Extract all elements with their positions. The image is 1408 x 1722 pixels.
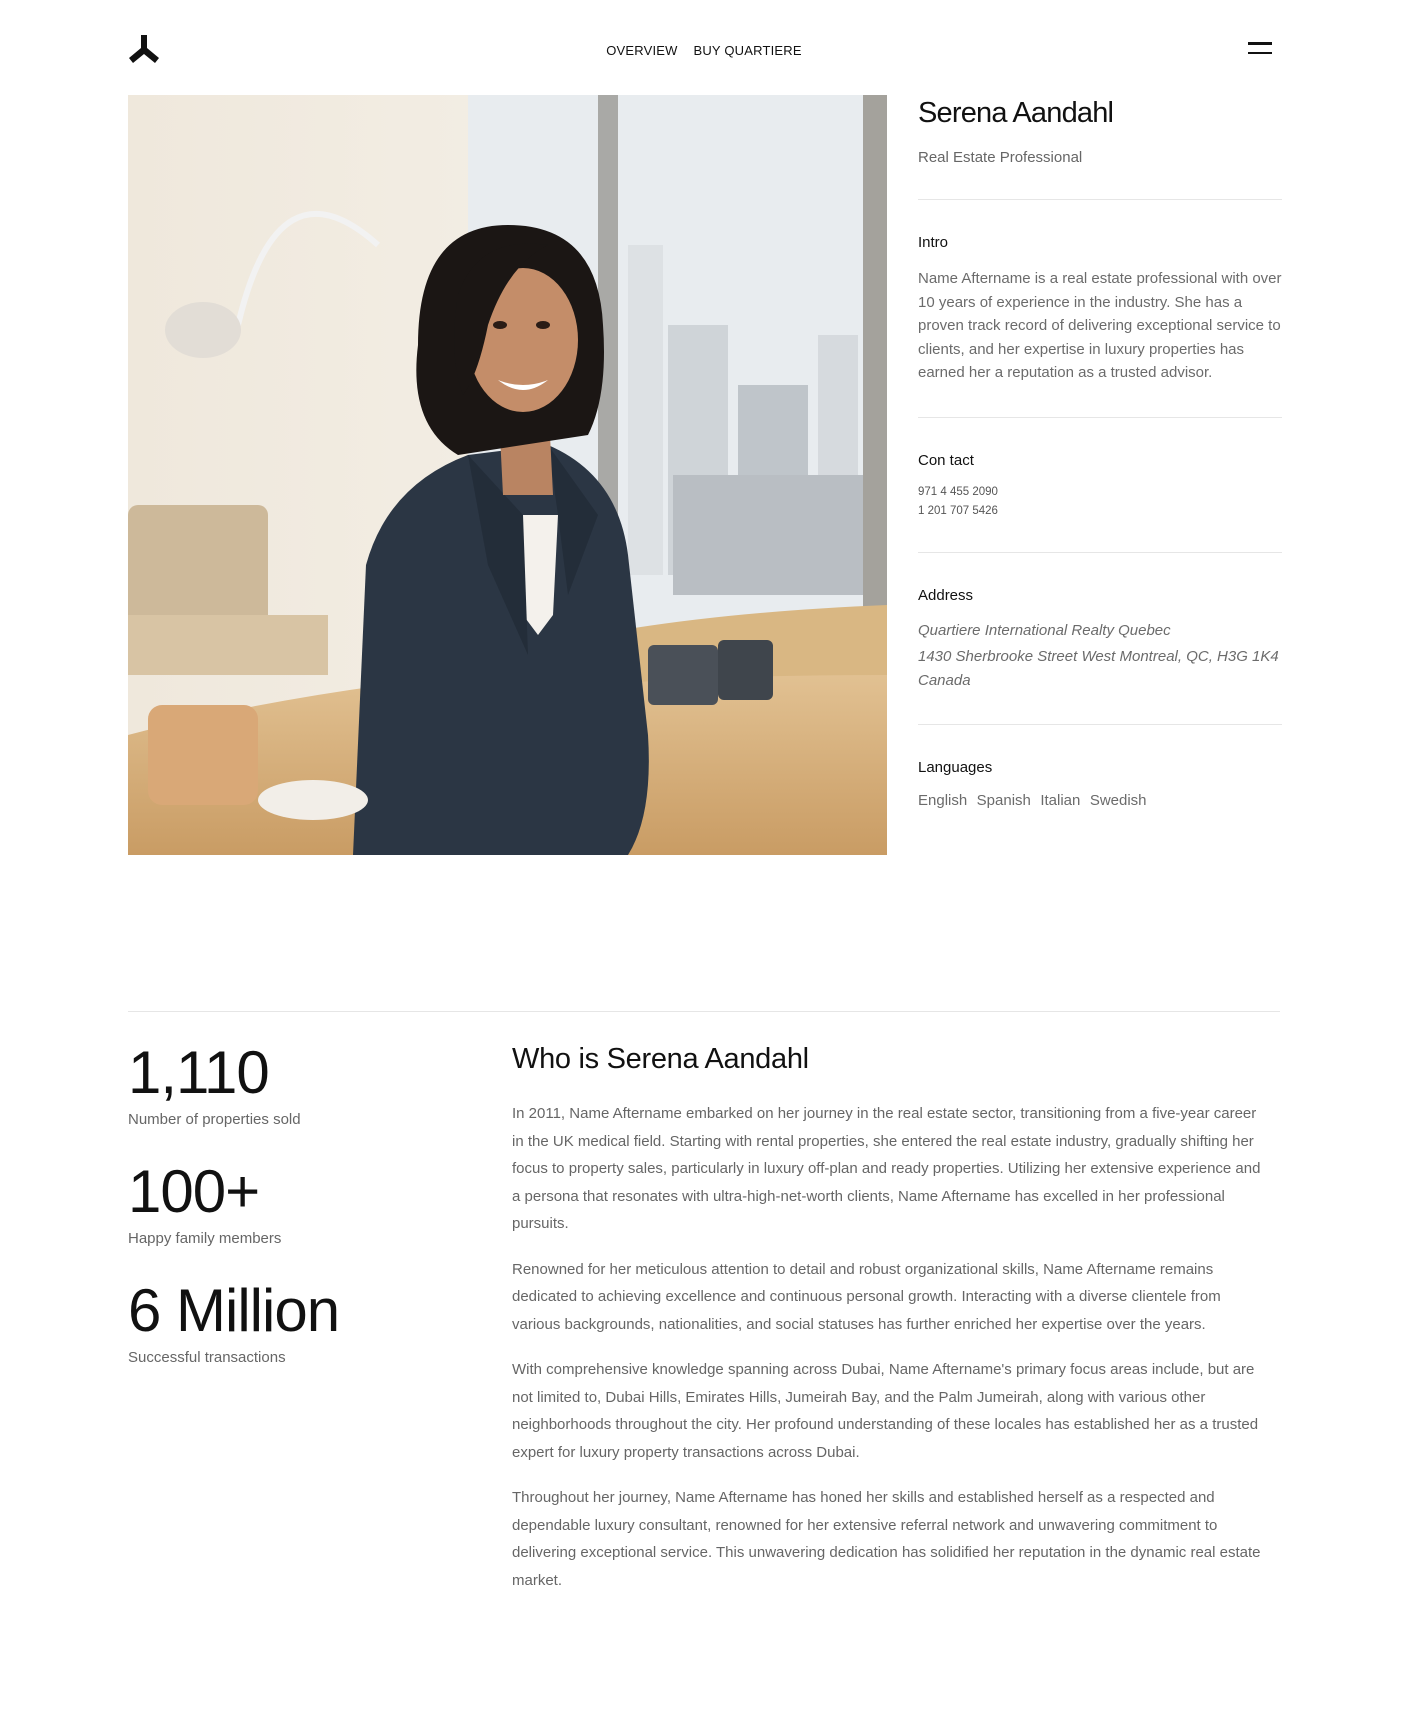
stat-label: Successful transactions xyxy=(128,1349,286,1366)
nav-overview[interactable]: OVERVIEW xyxy=(606,43,678,58)
bio-paragraph: In 2011, Name Aftername embarked on her journey in the real estate sector, transitioning from a five-year career in the UK medical field. Starting with rental properties, she entered the real estate industry, gradually shifting her focus to property sales, particularly in luxury off-plan and ready properties. Utilizing her extensive experience and a persona that resonates with ultra-high-net-worth clients, Name Aftername has excelled in her professional pursuits. xyxy=(512,1105,1261,1232)
language-tag: Italian xyxy=(1040,792,1081,809)
nav-buy-quartiere[interactable]: BUY QUARTIERE xyxy=(693,43,802,58)
divider xyxy=(918,199,1282,200)
profile-details xyxy=(918,95,1282,810)
phone-number[interactable]: 971 4 455 2090 xyxy=(918,485,998,498)
bio-paragraph: With comprehensive knowledge spanning across Dubai, Name Aftername's primary focus areas include, but are not limited to, Dubai Hills, Emirates Hills, Jumeirah Bay, and the Palm Jumeirah, along with various other neighborhoods throughout the city. Her profound understanding of these locales has established her as a trusted expert for luxury property transactions across Dubai. xyxy=(512,1361,1259,1461)
address-office: Quartiere International Realty Quebec xyxy=(918,621,1171,639)
address-street: 1430 Sherbrooke Street West Montreal, QC, H3G 1K4 Canada xyxy=(918,648,1279,689)
language-tag: Spanish xyxy=(976,792,1031,809)
language-tag: Swedish xyxy=(1089,792,1147,809)
language-tag: English xyxy=(918,792,968,809)
intro-title: Intro xyxy=(918,234,949,251)
main-nav xyxy=(128,43,1280,58)
agent-portrait-photo xyxy=(128,95,887,855)
stat-value: 1,110 xyxy=(128,1039,269,1106)
bio-section xyxy=(512,1040,1262,1594)
stat-label: Number of properties sold xyxy=(128,1111,301,1128)
phone-number[interactable]: 1 201 707 5426 xyxy=(918,505,998,517)
contact-section xyxy=(918,452,1282,522)
stat-block xyxy=(128,1040,458,1128)
stat-block xyxy=(128,1159,458,1247)
bio-paragraph: Throughout her journey, Name Aftername has honed her skills and established herself as a respected and dependable luxury consultant, renowned for her extensive referral network and unwavering commitment to delivering exceptional service. This unwavering dedication has solidified her reputation in the dynamic real estate market. xyxy=(512,1489,1261,1589)
hamburger-menu-icon[interactable] xyxy=(1248,42,1272,58)
divider xyxy=(918,417,1282,418)
stat-label: Happy family members xyxy=(128,1230,282,1247)
languages-section xyxy=(918,759,1282,810)
stat-value: 6 Million xyxy=(128,1277,340,1344)
languages-title: Languages xyxy=(918,759,993,776)
bio-title: Who is Serena Aandahl xyxy=(512,1043,809,1075)
intro-section xyxy=(918,234,1282,385)
section-divider xyxy=(128,1011,1280,1012)
address-section xyxy=(918,587,1282,693)
address-title: Address xyxy=(918,586,974,604)
intro-text: Name Aftername is a real estate professional with over 10 years of experience in the industry. She has a proven track record of delivering exceptional service to clients, and her expertise in luxury properties has earned her a reputation as a trusted advisor. xyxy=(918,270,1282,381)
divider xyxy=(918,724,1282,725)
agent-role: Real Estate Professional xyxy=(918,149,1083,166)
site-header xyxy=(128,0,1280,96)
divider xyxy=(918,552,1282,553)
contact-title: Con tact xyxy=(918,451,974,469)
stats-column xyxy=(128,1040,458,1366)
bio-paragraph: Renowned for her meticulous attention to detail and robust organizational skills, Name Aftername remains dedicated to achieving excellence and continuous personal growth. Interacting with a diverse clientele from various backgrounds, nationalities, and social statuses has further enriched her expertise over the years. xyxy=(512,1260,1221,1333)
agent-name: Serena Aandahl xyxy=(918,97,1114,129)
stat-value: 100+ xyxy=(128,1158,260,1225)
stat-block xyxy=(128,1278,458,1366)
